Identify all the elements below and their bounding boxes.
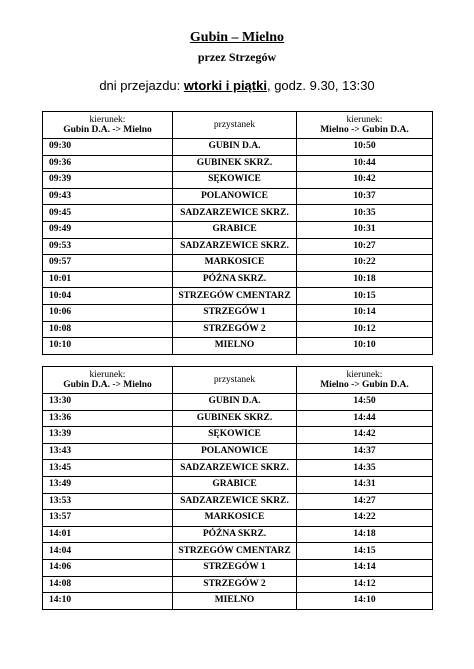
departure-time-outbound: 09:43 <box>43 188 173 205</box>
header-direction-route: Gubin D.A. -> Mielno <box>63 380 152 390</box>
table-row <box>43 593 433 610</box>
table-row <box>43 338 433 355</box>
header-direction-outbound <box>43 112 173 139</box>
stop-name: GUBIN D.A. <box>173 394 297 411</box>
stop-name: STRZEGÓW 1 <box>173 559 297 576</box>
stop-name: SĘKOWICE <box>173 172 297 189</box>
table-row <box>43 460 433 477</box>
table-row <box>43 238 433 255</box>
header-stop: przystanek <box>173 112 297 139</box>
departure-time-outbound: 09:39 <box>43 172 173 189</box>
timetable-body <box>43 394 433 610</box>
departure-time-return: 14:15 <box>297 543 433 560</box>
departure-time-return: 14:35 <box>297 460 433 477</box>
departure-time-outbound: 10:08 <box>43 321 173 338</box>
departure-time-return: 10:27 <box>297 238 433 255</box>
stop-name: STRZEGÓW 2 <box>173 576 297 593</box>
departure-time-outbound: 13:49 <box>43 476 173 493</box>
stop-name: GRABICE <box>173 221 297 238</box>
departure-time-return: 10:44 <box>297 155 433 172</box>
table-row <box>43 172 433 189</box>
timetable-afternoon <box>42 366 433 610</box>
departure-time-outbound: 14:04 <box>43 543 173 560</box>
departure-time-return: 10:42 <box>297 172 433 189</box>
departure-time-return: 14:44 <box>297 410 433 427</box>
header-direction-route: Mielno -> Gubin D.A. <box>320 125 409 135</box>
departure-time-outbound: 14:06 <box>43 559 173 576</box>
table-row <box>43 443 433 460</box>
table-row <box>43 559 433 576</box>
header-direction-label: kierunek: <box>346 115 383 125</box>
stop-name: SĘKOWICE <box>173 427 297 444</box>
departure-time-return: 10:10 <box>297 338 433 355</box>
departure-time-outbound: 09:49 <box>43 221 173 238</box>
departure-time-outbound: 13:30 <box>43 394 173 411</box>
table-row <box>43 139 433 156</box>
header-stop: przystanek <box>173 367 297 394</box>
departure-time-return: 14:22 <box>297 510 433 527</box>
departure-time-outbound: 14:01 <box>43 526 173 543</box>
table-row <box>43 255 433 272</box>
departure-time-return: 10:12 <box>297 321 433 338</box>
departure-time-outbound: 10:04 <box>43 288 173 305</box>
header-direction-label: kierunek: <box>346 370 383 380</box>
timetable-body <box>43 139 433 355</box>
departure-time-outbound: 10:10 <box>43 338 173 355</box>
departure-time-outbound: 13:39 <box>43 427 173 444</box>
stop-name: PÓŹNA SKRZ. <box>173 271 297 288</box>
stop-name: GRABICE <box>173 476 297 493</box>
stop-name: STRZEGÓW CMENTARZ <box>173 543 297 560</box>
departure-time-return: 14:50 <box>297 394 433 411</box>
header-direction-return <box>297 112 433 139</box>
table-row <box>43 155 433 172</box>
departure-time-outbound: 13:45 <box>43 460 173 477</box>
stop-name: GUBIN D.A. <box>173 139 297 156</box>
header-direction-route: Mielno -> Gubin D.A. <box>320 380 409 390</box>
departure-time-return: 14:31 <box>297 476 433 493</box>
header-direction-outbound <box>43 367 173 394</box>
departure-time-return: 14:37 <box>297 443 433 460</box>
stop-name: PÓŹNA SKRZ. <box>173 526 297 543</box>
timetable-morning <box>42 111 433 355</box>
stop-name: STRZEGÓW 1 <box>173 304 297 321</box>
stop-name: SADZARZEWICE SKRZ. <box>173 460 297 477</box>
table-row <box>43 510 433 527</box>
stop-name: SADZARZEWICE SKRZ. <box>173 493 297 510</box>
departure-time-outbound: 09:53 <box>43 238 173 255</box>
departure-time-outbound: 13:36 <box>43 410 173 427</box>
stop-name: MARKOSICE <box>173 510 297 527</box>
departure-time-return: 10:50 <box>297 139 433 156</box>
timetable-header <box>43 367 433 394</box>
departure-time-outbound: 13:53 <box>43 493 173 510</box>
departure-time-outbound: 09:30 <box>43 139 173 156</box>
table-row <box>43 576 433 593</box>
table-row <box>43 493 433 510</box>
table-row <box>43 188 433 205</box>
stop-name: MARKOSICE <box>173 255 297 272</box>
header-direction-route: Gubin D.A. -> Mielno <box>63 125 152 135</box>
departure-time-return: 10:35 <box>297 205 433 222</box>
departure-time-outbound: 10:06 <box>43 304 173 321</box>
stop-name: GUBINEK SKRZ. <box>173 410 297 427</box>
header-direction-return <box>297 367 433 394</box>
table-row <box>43 321 433 338</box>
table-row <box>43 410 433 427</box>
timetable-header <box>43 112 433 139</box>
departure-time-return: 10:31 <box>297 221 433 238</box>
route-title: Gubin – Mielno <box>189 30 285 45</box>
departure-time-outbound: 13:57 <box>43 510 173 527</box>
header-direction-label: kierunek: <box>89 370 126 380</box>
stop-name: GUBINEK SKRZ. <box>173 155 297 172</box>
departure-time-return: 10:15 <box>297 288 433 305</box>
stop-name: SADZARZEWICE SKRZ. <box>173 238 297 255</box>
departure-time-outbound: 14:08 <box>43 576 173 593</box>
route-subtitle: przez Strzegów <box>197 50 277 64</box>
departure-time-outbound: 13:43 <box>43 443 173 460</box>
departure-time-return: 14:12 <box>297 576 433 593</box>
stop-name: SADZARZEWICE SKRZ. <box>173 205 297 222</box>
departure-time-return: 14:10 <box>297 593 433 610</box>
stop-name: MIELNO <box>173 338 297 355</box>
departure-time-outbound: 14:10 <box>43 593 173 610</box>
table-row <box>43 543 433 560</box>
travel-days-prefix: dni przejazdu: <box>99 78 184 93</box>
table-row <box>43 288 433 305</box>
departure-time-return: 10:18 <box>297 271 433 288</box>
travel-days-bold: wtorki i piątki <box>183 78 267 93</box>
departure-time-return: 10:14 <box>297 304 433 321</box>
table-row <box>43 526 433 543</box>
departure-time-return: 10:22 <box>297 255 433 272</box>
departure-time-outbound: 09:36 <box>43 155 173 172</box>
departure-time-return: 10:37 <box>297 188 433 205</box>
travel-days-suffix: , godz. 9.30, 13:30 <box>266 78 375 93</box>
table-row <box>43 304 433 321</box>
departure-time-outbound: 09:57 <box>43 255 173 272</box>
table-row <box>43 205 433 222</box>
stop-name: STRZEGÓW CMENTARZ <box>173 288 297 305</box>
stop-name: STRZEGÓW 2 <box>173 321 297 338</box>
table-row <box>43 476 433 493</box>
table-row <box>43 394 433 411</box>
departure-time-return: 14:42 <box>297 427 433 444</box>
table-row <box>43 221 433 238</box>
departure-time-return: 14:14 <box>297 559 433 576</box>
departure-time-return: 14:27 <box>297 493 433 510</box>
stop-name: POLANOWICE <box>173 188 297 205</box>
departure-time-outbound: 10:01 <box>43 271 173 288</box>
travel-days <box>0 78 474 93</box>
table-row <box>43 271 433 288</box>
header-direction-label: kierunek: <box>89 115 126 125</box>
departure-time-return: 14:18 <box>297 526 433 543</box>
departure-time-outbound: 09:45 <box>43 205 173 222</box>
table-row <box>43 427 433 444</box>
stop-name: MIELNO <box>173 593 297 610</box>
stop-name: POLANOWICE <box>173 443 297 460</box>
